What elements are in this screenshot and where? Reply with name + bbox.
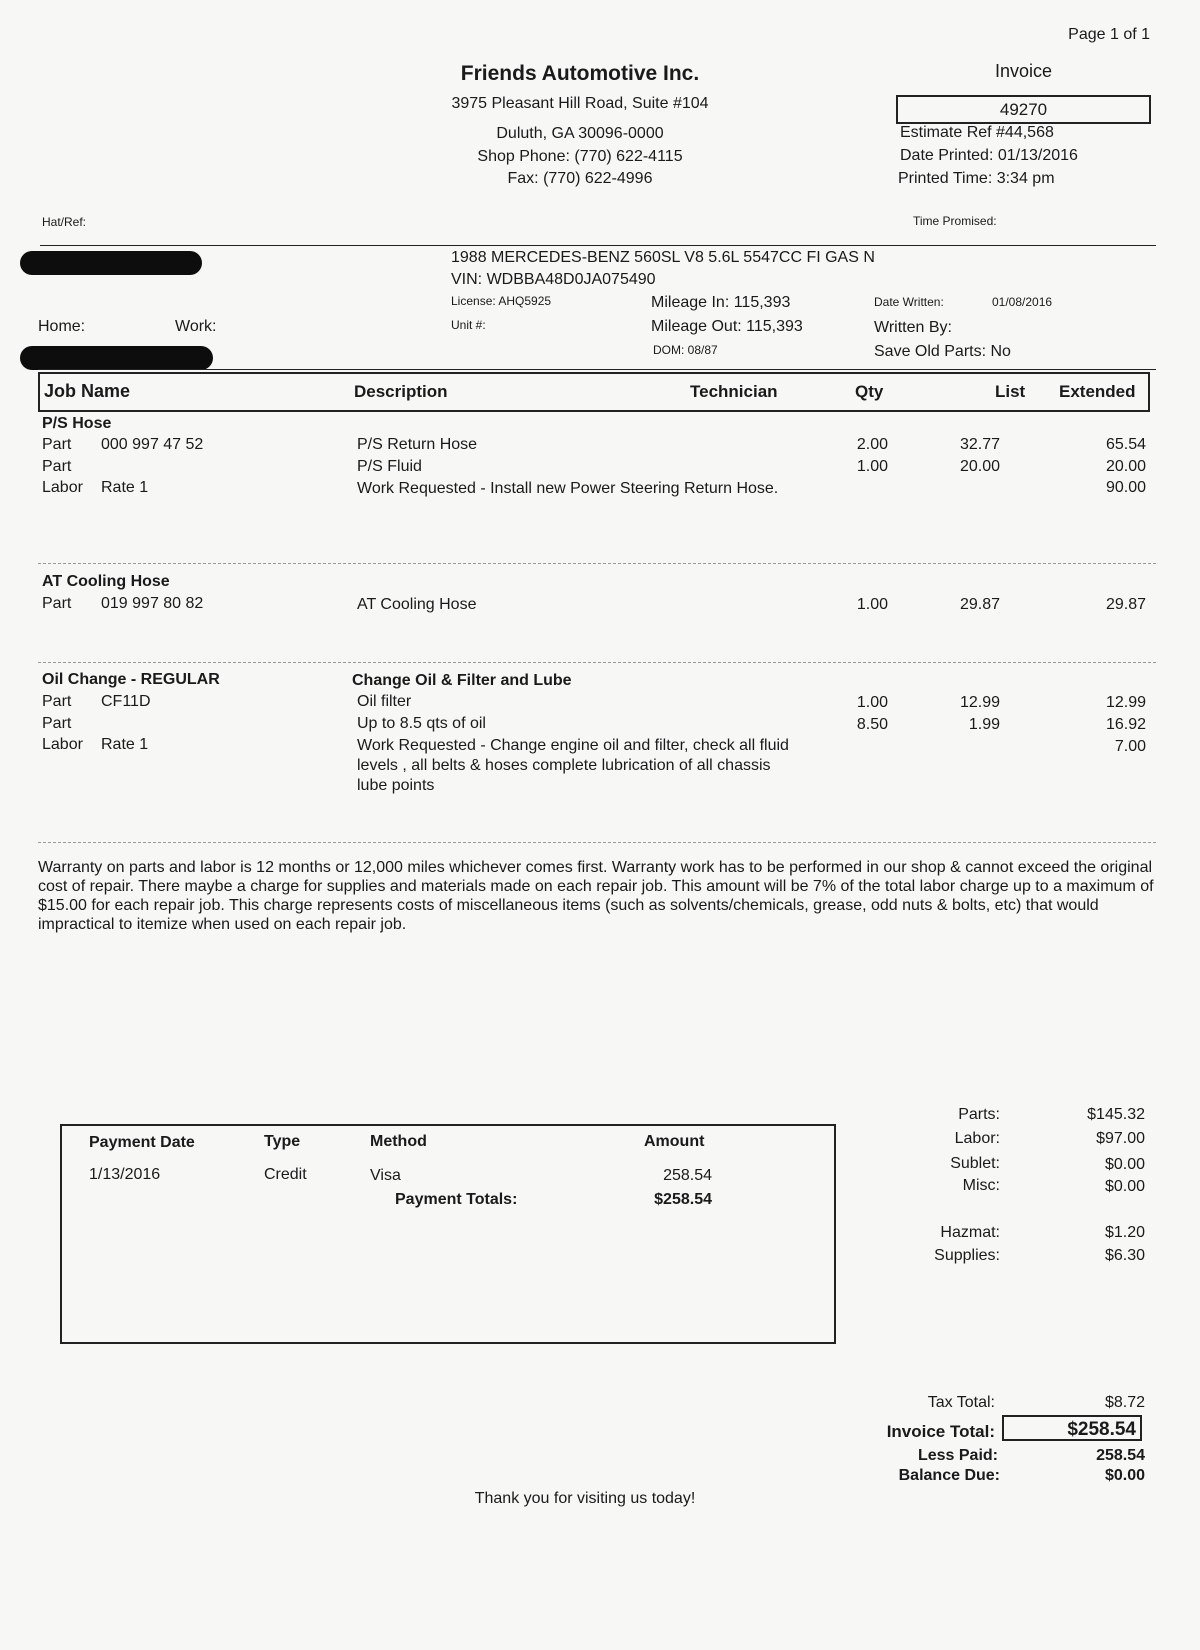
payment-amount-header: Amount — [644, 1133, 705, 1150]
job-name: Oil Change - REGULAR — [42, 671, 220, 688]
column-technician: Technician — [690, 382, 778, 401]
line-extended: 16.92 — [1105, 716, 1146, 733]
labor-rate: Rate 1 — [101, 736, 149, 753]
misc-total-value: $0.00 — [1104, 1178, 1145, 1195]
line-extended: 20.00 — [1105, 458, 1146, 475]
parts-total-label: Parts: — [958, 1106, 1000, 1123]
redacted-customer-name — [20, 251, 202, 275]
printed-time: Printed Time: 3:34 pm — [898, 170, 1055, 187]
line-type: Part — [42, 595, 72, 612]
column-list: List — [995, 382, 1026, 401]
time-promised-label: Time Promised: — [913, 214, 997, 228]
shop-fax: Fax: (770) 622-4996 — [507, 170, 653, 187]
shop-phone: Shop Phone: (770) 622-4115 — [477, 148, 683, 165]
line-list: 20.00 — [959, 458, 1000, 475]
line-type: Labor — [42, 479, 83, 496]
part-number: CF11D — [101, 693, 151, 710]
line-description: Work Requested - Install new Power Steering Return Hose. — [357, 480, 779, 497]
job-separator — [38, 842, 1156, 843]
table-header — [38, 372, 1150, 412]
part-number: 000 997 47 52 — [101, 436, 204, 453]
tax-total-value: $8.72 — [1104, 1394, 1145, 1411]
tax-total-label: Tax Total: — [927, 1394, 995, 1411]
job-separator — [38, 563, 1156, 564]
job-description-heading: Change Oil & Filter and Lube — [352, 672, 572, 689]
vehicle-unit: Unit #: — [451, 318, 486, 332]
line-description: Oil filter — [357, 693, 412, 710]
shop-name: Friends Automotive Inc. — [460, 62, 700, 85]
mileage-in: Mileage In: 115,393 — [651, 294, 791, 311]
vehicle-vin: VIN: WDBBA48D0JA075490 — [451, 271, 656, 288]
sublet-total-value: $0.00 — [1104, 1156, 1145, 1173]
line-type: Part — [42, 693, 72, 710]
line-list: 1.99 — [968, 716, 1000, 733]
line-extended: 12.99 — [1105, 694, 1146, 711]
labor-rate: Rate 1 — [101, 479, 149, 496]
hat-ref-label: Hat/Ref: — [42, 215, 87, 229]
vehicle-description: 1988 MERCEDES-BENZ 560SL V8 5.6L 5547CC FI GAS N — [451, 249, 875, 266]
misc-total-label: Misc: — [962, 1177, 1000, 1194]
line-description: Work Requested - Change engine oil and filter, check all fluid levels , all belts & hoses complete lubrication of all chassis lube points — [357, 737, 789, 794]
invoice-number: 49270 — [896, 95, 1151, 124]
column-qty: Qty — [855, 382, 884, 401]
line-extended: 29.87 — [1105, 596, 1146, 613]
line-type: Part — [42, 715, 72, 732]
column-extended: Extended — [1059, 382, 1136, 401]
balance-due-value: $0.00 — [1104, 1467, 1145, 1484]
line-extended: 7.00 — [1114, 738, 1146, 755]
line-extended: 65.54 — [1105, 436, 1146, 453]
thank-you-message: Thank you for visiting us today! — [474, 1490, 696, 1507]
payment-date-header: Payment Date — [89, 1134, 195, 1151]
shop-address-line2: Duluth, GA 30096-0000 — [496, 125, 664, 142]
save-old-parts: Save Old Parts: No — [874, 343, 1011, 360]
line-list: 12.99 — [959, 694, 1000, 711]
column-job-name: Job Name — [44, 381, 131, 401]
line-type: Labor — [42, 736, 83, 753]
date-printed: Date Printed: 01/13/2016 — [900, 147, 1078, 164]
warranty-text: Warranty on parts and labor is 12 months or 12,000 miles whichever comes first. Warranty work has to be performed in our shop & cannot exceed the original cost of repair. There maybe a charge for supplies and materials made on each repair job. This amount will be 7% of the total labor charge up to a maximum of $15.00 for each repair job. This charge represents costs of miscellaneous items (such as solvents/chemicals, grease, odd nuts & bolts, etc) that would impractical to itemize when used on each repair job. — [38, 859, 1154, 933]
mileage-out: Mileage Out: 115,393 — [651, 318, 803, 335]
redacted-cell-phone — [20, 346, 213, 370]
line-type: Part — [42, 436, 72, 453]
payment-type: Credit — [264, 1166, 307, 1183]
shop-address-line1: 3975 Pleasant Hill Road, Suite #104 — [451, 95, 709, 112]
line-description: P/S Fluid — [357, 458, 422, 475]
invoice-total-label: Invoice Total: — [886, 1422, 995, 1441]
labor-total-value: $97.00 — [1096, 1130, 1145, 1147]
home-phone-label: Home: — [38, 318, 86, 335]
table-top-rule — [38, 369, 1156, 370]
estimate-ref: Estimate Ref #44,568 — [900, 124, 1054, 141]
line-qty: 1.00 — [856, 596, 888, 613]
job-name: P/S Hose — [42, 415, 112, 432]
payment-method: Visa — [370, 1167, 401, 1184]
payment-box — [60, 1124, 836, 1344]
line-description: AT Cooling Hose — [357, 596, 477, 613]
date-of-manufacture: DOM: 08/87 — [653, 343, 718, 357]
line-list: 29.87 — [959, 596, 1000, 613]
less-paid-label: Less Paid: — [917, 1447, 998, 1464]
line-description: P/S Return Hose — [357, 436, 478, 453]
parts-total-value: $145.32 — [1087, 1106, 1145, 1123]
line-list: 32.77 — [959, 436, 1000, 453]
hazmat-total-value: $1.20 — [1104, 1224, 1145, 1241]
sublet-total-label: Sublet: — [950, 1155, 1000, 1172]
payment-totals-value: $258.54 — [654, 1191, 712, 1208]
column-description: Description — [354, 382, 448, 401]
balance-due-label: Balance Due: — [898, 1467, 1000, 1484]
job-separator — [38, 662, 1156, 663]
line-type: Part — [42, 458, 72, 475]
line-description: Up to 8.5 qts of oil — [357, 715, 486, 732]
less-paid-value: 258.54 — [1096, 1447, 1145, 1464]
payment-date: 1/13/2016 — [89, 1166, 161, 1183]
part-number: 019 997 80 82 — [101, 595, 204, 612]
payment-amount: 258.54 — [663, 1167, 712, 1184]
payment-type-header: Type — [264, 1133, 301, 1150]
labor-total-label: Labor: — [954, 1130, 1000, 1147]
payment-method-header: Method — [370, 1133, 427, 1150]
hazmat-total-label: Hazmat: — [940, 1224, 1000, 1241]
page-number: Page 1 of 1 — [1068, 26, 1150, 43]
supplies-total-label: Supplies: — [934, 1247, 1000, 1264]
written-by: Written By: — [874, 319, 952, 336]
invoice-label: Invoice — [994, 61, 1053, 81]
line-extended: 90.00 — [1105, 479, 1146, 496]
date-written-label: Date Written: — [874, 295, 944, 309]
line-qty: 2.00 — [856, 436, 888, 453]
line-qty: 1.00 — [856, 694, 888, 711]
job-name: AT Cooling Hose — [42, 573, 170, 590]
work-phone-label: Work: — [175, 318, 217, 335]
date-written-value: 01/08/2016 — [992, 295, 1053, 309]
payment-totals-label: Payment Totals: — [395, 1191, 518, 1208]
supplies-total-value: $6.30 — [1104, 1247, 1145, 1264]
line-qty: 8.50 — [856, 716, 888, 733]
invoice-total-value: $258.54 — [1002, 1415, 1142, 1441]
line-qty: 1.00 — [856, 458, 888, 475]
header-divider — [40, 245, 1156, 246]
vehicle-license: License: AHQ5925 — [451, 294, 552, 308]
